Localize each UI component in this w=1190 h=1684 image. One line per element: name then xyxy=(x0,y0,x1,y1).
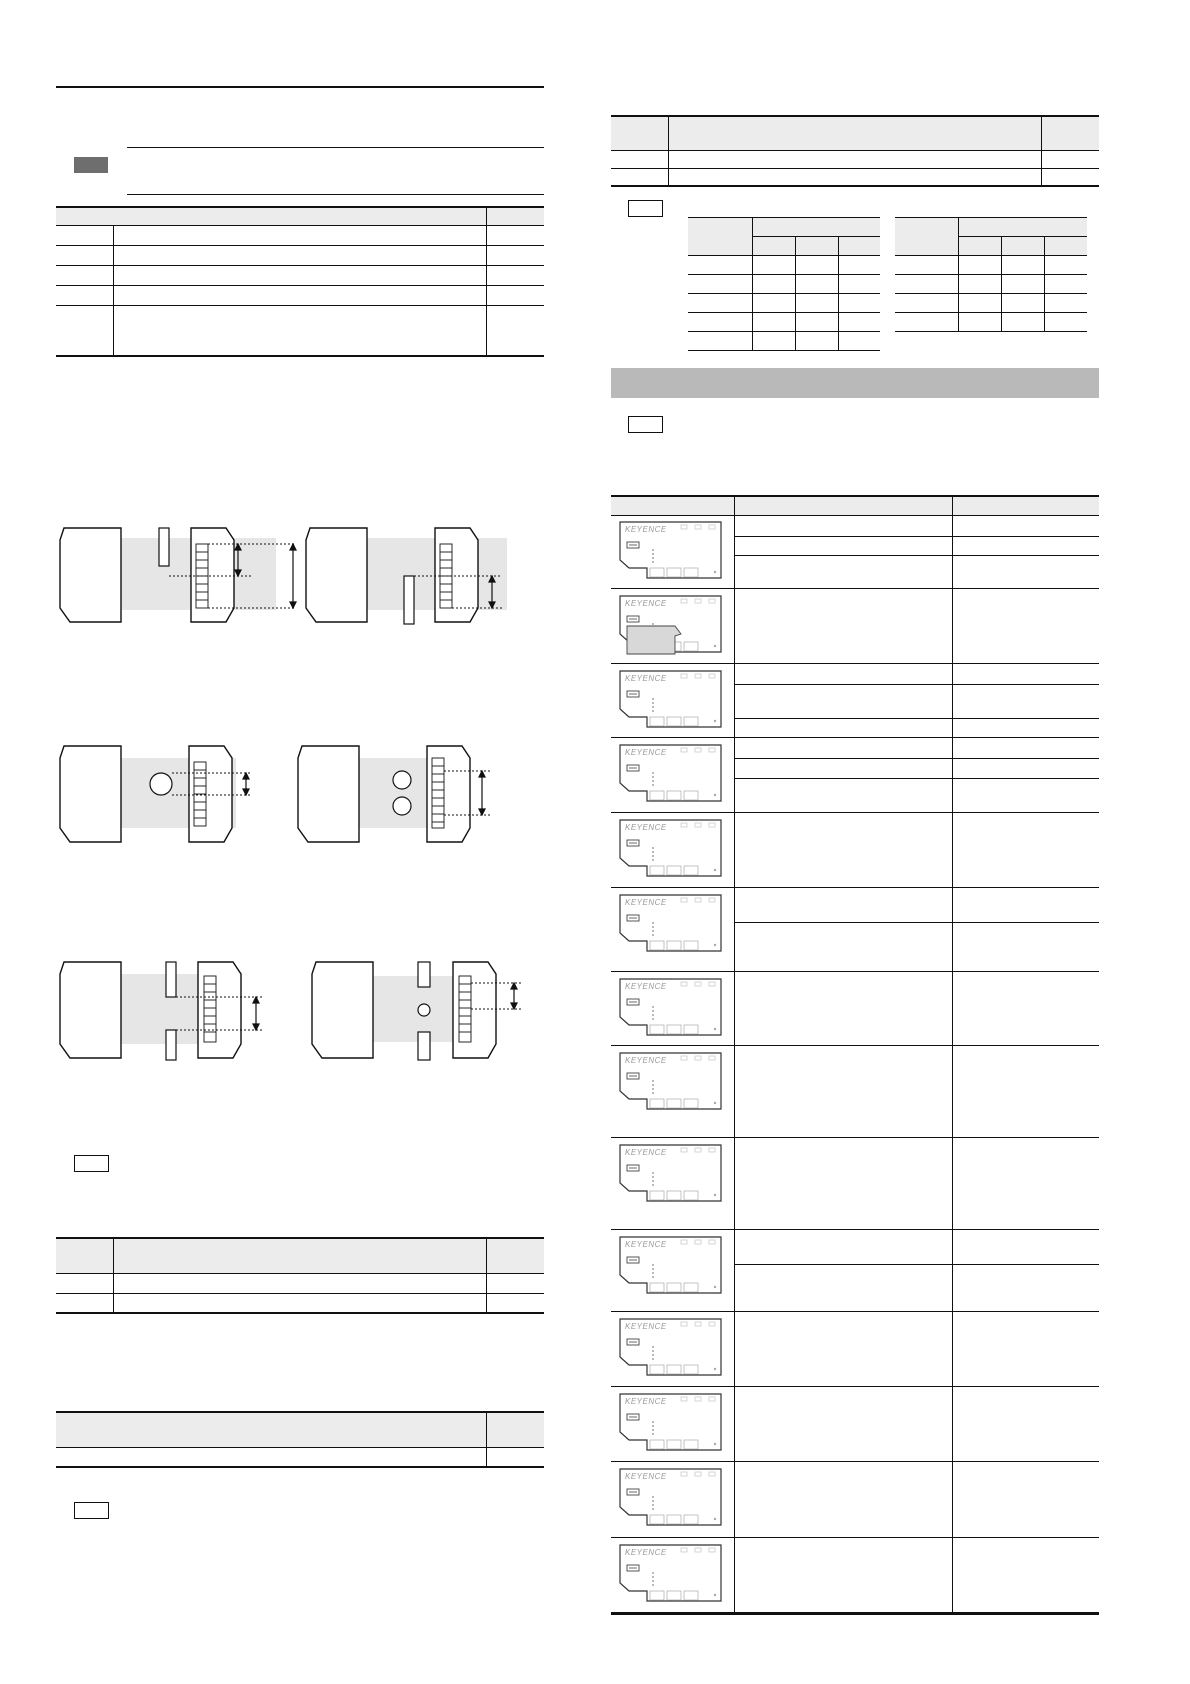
detection-diagram-1b xyxy=(302,520,532,630)
svg-text:KEYENCE: KEYENCE xyxy=(625,1148,667,1157)
table-row xyxy=(56,1273,544,1293)
table-header-row xyxy=(895,218,1087,237)
note-badge-icon xyxy=(74,157,108,173)
display-unit-icon xyxy=(617,893,727,957)
table-row xyxy=(56,245,544,265)
table-row xyxy=(895,313,1087,332)
table-header-row xyxy=(611,497,1099,516)
display-unit-icon xyxy=(617,669,727,733)
svg-text:KEYENCE: KEYENCE xyxy=(625,674,667,683)
display-unit-icon xyxy=(617,818,727,882)
note-badge-icon xyxy=(74,1155,109,1172)
note-badge-icon xyxy=(628,416,663,433)
sub-table-a xyxy=(688,217,880,351)
table-row xyxy=(56,305,544,356)
sub-table-b xyxy=(895,217,1087,332)
note-rule-bottom xyxy=(127,194,544,195)
svg-text:KEYENCE: KEYENCE xyxy=(625,1322,667,1331)
detection-diagram-3a xyxy=(56,954,276,1064)
display-unit-icon xyxy=(617,977,727,1041)
display-unit-icon xyxy=(617,1543,727,1607)
display-unit-icon xyxy=(617,1051,727,1115)
table-row xyxy=(895,275,1087,294)
detection-diagram-3b xyxy=(308,954,538,1064)
table-row xyxy=(688,294,880,313)
table-row xyxy=(688,332,880,351)
heading-rule xyxy=(56,86,544,88)
table-row xyxy=(611,168,1099,186)
svg-text:KEYENCE: KEYENCE xyxy=(625,898,667,907)
spec-table-1 xyxy=(56,206,544,357)
table-header-row xyxy=(611,116,1099,150)
sub-row-divider xyxy=(735,536,1099,537)
table-row xyxy=(688,275,880,294)
table-row xyxy=(56,1447,544,1467)
table-row xyxy=(56,1293,544,1313)
detection-diagram-2b xyxy=(294,738,514,848)
spec-table-4 xyxy=(611,115,1099,187)
display-unit-icon xyxy=(617,1317,727,1381)
table-row xyxy=(895,294,1087,313)
section-heading-bar xyxy=(611,368,1099,398)
display-unit-icon xyxy=(617,594,727,658)
svg-text:KEYENCE: KEYENCE xyxy=(625,1397,667,1406)
svg-text:KEYENCE: KEYENCE xyxy=(625,748,667,757)
spec-table-3 xyxy=(56,1411,544,1468)
table-row xyxy=(56,265,544,285)
svg-text:KEYENCE: KEYENCE xyxy=(625,599,667,608)
table-row xyxy=(688,256,880,275)
spec-table-2 xyxy=(56,1237,544,1314)
svg-text:KEYENCE: KEYENCE xyxy=(625,823,667,832)
detection-diagram-2a xyxy=(56,738,276,848)
table-row xyxy=(688,313,880,332)
svg-text:KEYENCE: KEYENCE xyxy=(625,525,667,534)
display-unit-icon xyxy=(617,1392,727,1456)
sub-row-divider xyxy=(735,718,1099,719)
svg-text:KEYENCE: KEYENCE xyxy=(625,1472,667,1481)
display-unit-icon xyxy=(617,1467,727,1531)
table-header-row xyxy=(688,218,880,237)
table-header-row xyxy=(56,1238,544,1273)
svg-text:KEYENCE: KEYENCE xyxy=(625,1240,667,1249)
table-row xyxy=(56,285,544,305)
sub-row-divider xyxy=(735,684,1099,685)
sub-row-divider xyxy=(735,1264,1099,1265)
table-row xyxy=(611,150,1099,168)
table-header-row xyxy=(56,1412,544,1447)
table-row xyxy=(56,225,544,245)
display-unit-icon xyxy=(617,1143,727,1207)
note-rule-top xyxy=(127,147,544,148)
svg-text:KEYENCE: KEYENCE xyxy=(625,982,667,991)
display-unit-icon xyxy=(617,1235,727,1299)
display-unit-icon xyxy=(617,520,727,584)
sub-row-divider xyxy=(735,778,1099,779)
display-unit-icon xyxy=(617,743,727,807)
display-function-table xyxy=(611,495,1099,1615)
svg-text:KEYENCE: KEYENCE xyxy=(625,1548,667,1557)
sub-row-divider xyxy=(735,922,1099,923)
sub-row-divider xyxy=(735,758,1099,759)
svg-text:KEYENCE: KEYENCE xyxy=(625,1056,667,1065)
table-header-row xyxy=(56,207,544,225)
note-badge-icon xyxy=(628,200,663,217)
note-badge-icon xyxy=(74,1502,109,1519)
detection-diagram-1a xyxy=(56,520,312,630)
table-row xyxy=(895,256,1087,275)
sub-row-divider xyxy=(735,555,1099,556)
